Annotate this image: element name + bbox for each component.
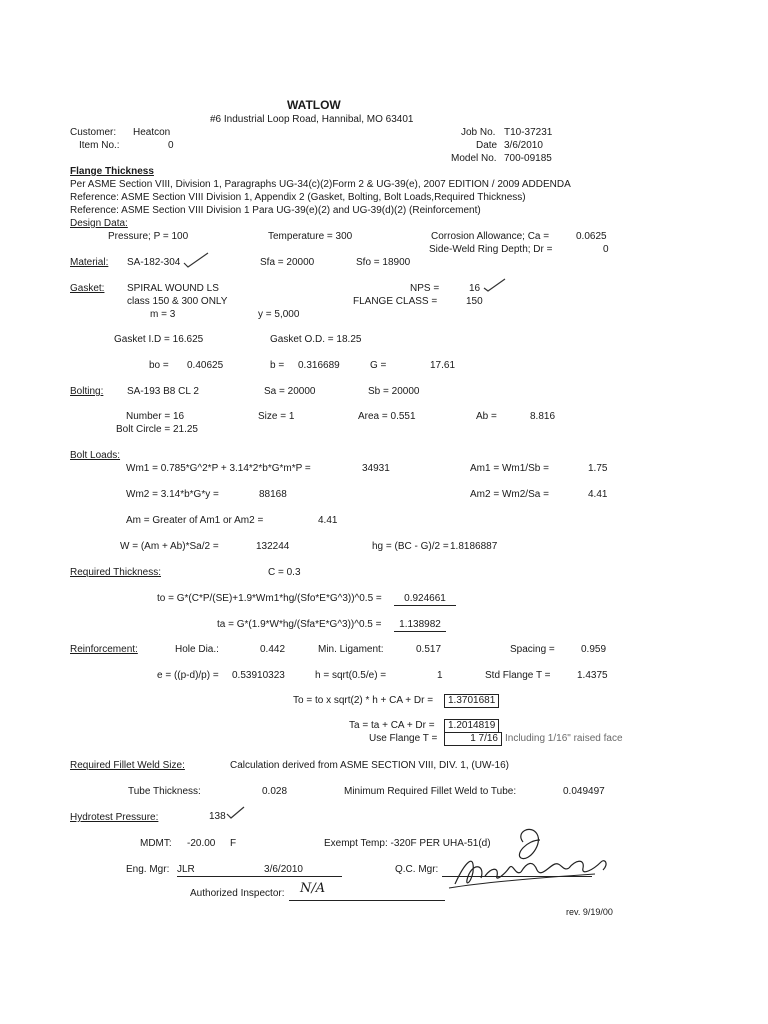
std-flange-label: Std Flange T = — [485, 670, 551, 681]
am-value: 4.41 — [318, 515, 338, 526]
w-value: 132244 — [256, 541, 290, 552]
reinforcement-label: Reinforcement: — [70, 644, 138, 655]
tube-thickness-value: 0.028 — [262, 786, 288, 797]
b-value: 0.316689 — [298, 360, 340, 371]
e-value: 0.53910323 — [232, 670, 285, 681]
b-label: b = — [270, 360, 285, 371]
wm1-value: 34931 — [362, 463, 390, 474]
reference-3: Reference: ASME Section VIII Division 1 Para UG-39(e)(2) and UG-39(d)(2) (Reinforcement) — [70, 205, 481, 216]
item-value: 0 — [168, 140, 174, 151]
spacing-value: 0.959 — [581, 644, 607, 655]
bolt-circle: Bolt Circle = 21.25 — [116, 424, 198, 435]
eng-mgr-label: Eng. Mgr: — [126, 864, 170, 875]
required-thickness-label: Required Thickness: — [70, 567, 161, 578]
bolt-area: Area = 0.551 — [358, 411, 416, 422]
design-data-label: Design Data: — [70, 218, 128, 229]
job-label: Job No. — [461, 127, 496, 138]
nps-value: 16 — [469, 283, 481, 294]
corrosion-value: 0.0625 — [576, 231, 607, 242]
material-value: SA-182-304 — [127, 257, 181, 268]
flange-class-label: FLANGE CLASS = — [353, 296, 438, 307]
inspector-signature-line — [289, 900, 445, 901]
bo-value: 0.40625 — [187, 360, 224, 371]
am2-value: 4.41 — [588, 489, 608, 500]
material-label: Material: — [70, 257, 109, 268]
mdmt-value: -20.00 — [187, 838, 216, 849]
customer-value: Heatcon — [133, 127, 171, 138]
mdmt-unit: F — [230, 838, 237, 849]
sb: Sb = 20000 — [368, 386, 420, 397]
gasket-id: Gasket I.D = 16.625 — [114, 334, 204, 345]
wm2-value: 88168 — [259, 489, 287, 500]
bolt-size: Size = 1 — [258, 411, 295, 422]
fillet-weld-text: Calculation derived from ASME SECTION VIII, DIV. 1, (UW-16) — [230, 760, 509, 771]
qc-mgr-label: Q.C. Mgr: — [395, 864, 439, 875]
e-formula: e = ((p-d)/p) = — [157, 670, 219, 681]
revision: rev. 9/19/00 — [566, 907, 613, 917]
g-value: 17.61 — [430, 360, 456, 371]
gasket-class: class 150 & 300 ONLY — [127, 296, 228, 307]
hole-dia-value: 0.442 — [260, 644, 286, 655]
sideweld-value: 0 — [603, 244, 609, 255]
customer-label: Customer: — [70, 127, 117, 138]
hg-value: 1.8186887 — [450, 541, 498, 552]
gasket-type: SPIRAL WOUND LS — [127, 283, 219, 294]
h-value: 1 — [437, 670, 443, 681]
reference-1: Per ASME Section VIII, Division 1, Paragraphs UG-34(c)(2)Form 2 & UG-39(e), 2007 EDITION / 2009 ADDENDA — [70, 179, 571, 190]
item-label: Item No.: — [79, 140, 120, 151]
inspector-value: N/A — [300, 881, 326, 896]
temperature: Temperature = 300 — [268, 231, 353, 242]
fillet-weld-label: Required Fillet Weld Size: — [70, 760, 185, 771]
am2-formula: Am2 = Wm2/Sa = — [470, 489, 549, 500]
bolt-number: Number = 16 — [126, 411, 185, 422]
eng-mgr-date: 3/6/2010 — [225, 864, 342, 877]
gasket-m: m = 3 — [150, 309, 176, 320]
Ta-value: 1.2014819 — [444, 719, 499, 733]
ligament-label: Min. Ligament: — [318, 644, 384, 655]
sfa: Sfa = 20000 — [260, 257, 315, 268]
am-formula: Am = Greater of Am1 or Am2 = — [126, 515, 264, 526]
min-weld-value: 0.049497 — [563, 786, 605, 797]
date-label: Date — [476, 140, 498, 151]
h-formula: h = sqrt(0.5/e) = — [315, 670, 387, 681]
ta-value: 1.138982 — [394, 619, 446, 632]
sfo: Sfo = 18900 — [356, 257, 411, 268]
nps-label: NPS = — [410, 283, 440, 294]
tube-thickness-label: Tube Thickness: — [128, 786, 201, 797]
hydrotest-value: 138 — [209, 811, 226, 822]
model-value: 700-09185 — [504, 153, 552, 164]
w-formula: W = (Am + Ab)*Sa/2 = — [120, 541, 219, 552]
hydrotest-label: Hydrotest Pressure: — [70, 812, 159, 823]
company-name: WATLOW — [287, 98, 341, 112]
eng-mgr-value: JLR — [177, 864, 225, 877]
model-label: Model No. — [451, 153, 497, 164]
exempt-temp: Exempt Temp: -320F PER UHA-51(d) — [324, 838, 491, 849]
g-label: G = — [370, 360, 387, 371]
min-weld-label: Minimum Required Fillet Weld to Tube: — [344, 786, 517, 797]
corrosion-label: Corrosion Allowance; Ca = — [431, 231, 550, 242]
use-flange-label: Use Flange T = — [369, 733, 438, 744]
ta-formula: ta = G*(1.9*W*hg/(Sfa*E*G^3))^0.5 = — [217, 619, 382, 630]
wm2-formula: Wm2 = 3.14*b*G*y = — [126, 489, 219, 500]
sa: Sa = 20000 — [264, 386, 316, 397]
to-formula: to = G*(C*P/(SE)+1.9*Wm1*hg/(Sfo*E*G^3))^0.5 = — [157, 593, 382, 604]
gasket-label: Gasket: — [70, 283, 105, 294]
flange-heading: Flange Thickness — [70, 166, 154, 177]
checkmark-icon — [482, 276, 508, 294]
bolting-value: SA-193 B8 CL 2 — [127, 386, 199, 397]
Ta-formula: Ta = ta + CA + Dr = — [349, 720, 435, 731]
checkmark-icon — [182, 250, 212, 270]
spacing-label: Spacing = — [510, 644, 555, 655]
inspector-label: Authorized Inspector: — [190, 888, 285, 899]
job-value: T10-37231 — [504, 127, 553, 138]
flange-class-value: 150 — [466, 296, 483, 307]
bolt-loads-label: Bolt Loads: — [70, 450, 121, 461]
gasket-od: Gasket O.D. = 18.25 — [270, 334, 362, 345]
date-value: 3/6/2010 — [504, 140, 543, 151]
bo-label: bo = — [149, 360, 169, 371]
address: #6 Industrial Loop Road, Hannibal, MO 63401 — [210, 114, 414, 125]
gasket-y: y = 5,000 — [258, 309, 300, 320]
checkmark-icon — [225, 805, 247, 821]
ab-label: Ab = — [476, 411, 497, 422]
mdmt-label: MDMT: — [140, 838, 172, 849]
To-value: 1.3701681 — [444, 694, 499, 708]
am1-formula: Am1 = Wm1/Sb = — [470, 463, 549, 474]
pressure: Pressure; P = 100 — [108, 231, 189, 242]
raised-face-note: Including 1/16" raised face — [505, 733, 623, 744]
qc-signature — [445, 822, 615, 894]
std-flange-value: 1.4375 — [577, 670, 608, 681]
hole-dia-label: Hole Dia.: — [175, 644, 219, 655]
sideweld-label: Side-Weld Ring Depth; Dr = — [429, 244, 553, 255]
hg-formula: hg = (BC - G)/2 = — [372, 541, 449, 552]
ligament-value: 0.517 — [416, 644, 442, 655]
ab-value: 8.816 — [530, 411, 556, 422]
to-value: 0.924661 — [394, 593, 456, 606]
To-formula: To = to x sqrt(2) * h + CA + Dr = — [293, 695, 434, 706]
bolting-label: Bolting: — [70, 386, 104, 397]
wm1-formula: Wm1 = 0.785*G^2*P + 3.14*2*b*G*m*P = — [126, 463, 311, 474]
c-value: C = 0.3 — [268, 567, 301, 578]
use-flange-value: 1 7/16 — [444, 732, 502, 746]
am1-value: 1.75 — [588, 463, 608, 474]
reference-2: Reference: ASME Section VIII Division 1, Appendix 2 (Gasket, Bolting, Bolt Loads,Required Thickness) — [70, 192, 526, 203]
